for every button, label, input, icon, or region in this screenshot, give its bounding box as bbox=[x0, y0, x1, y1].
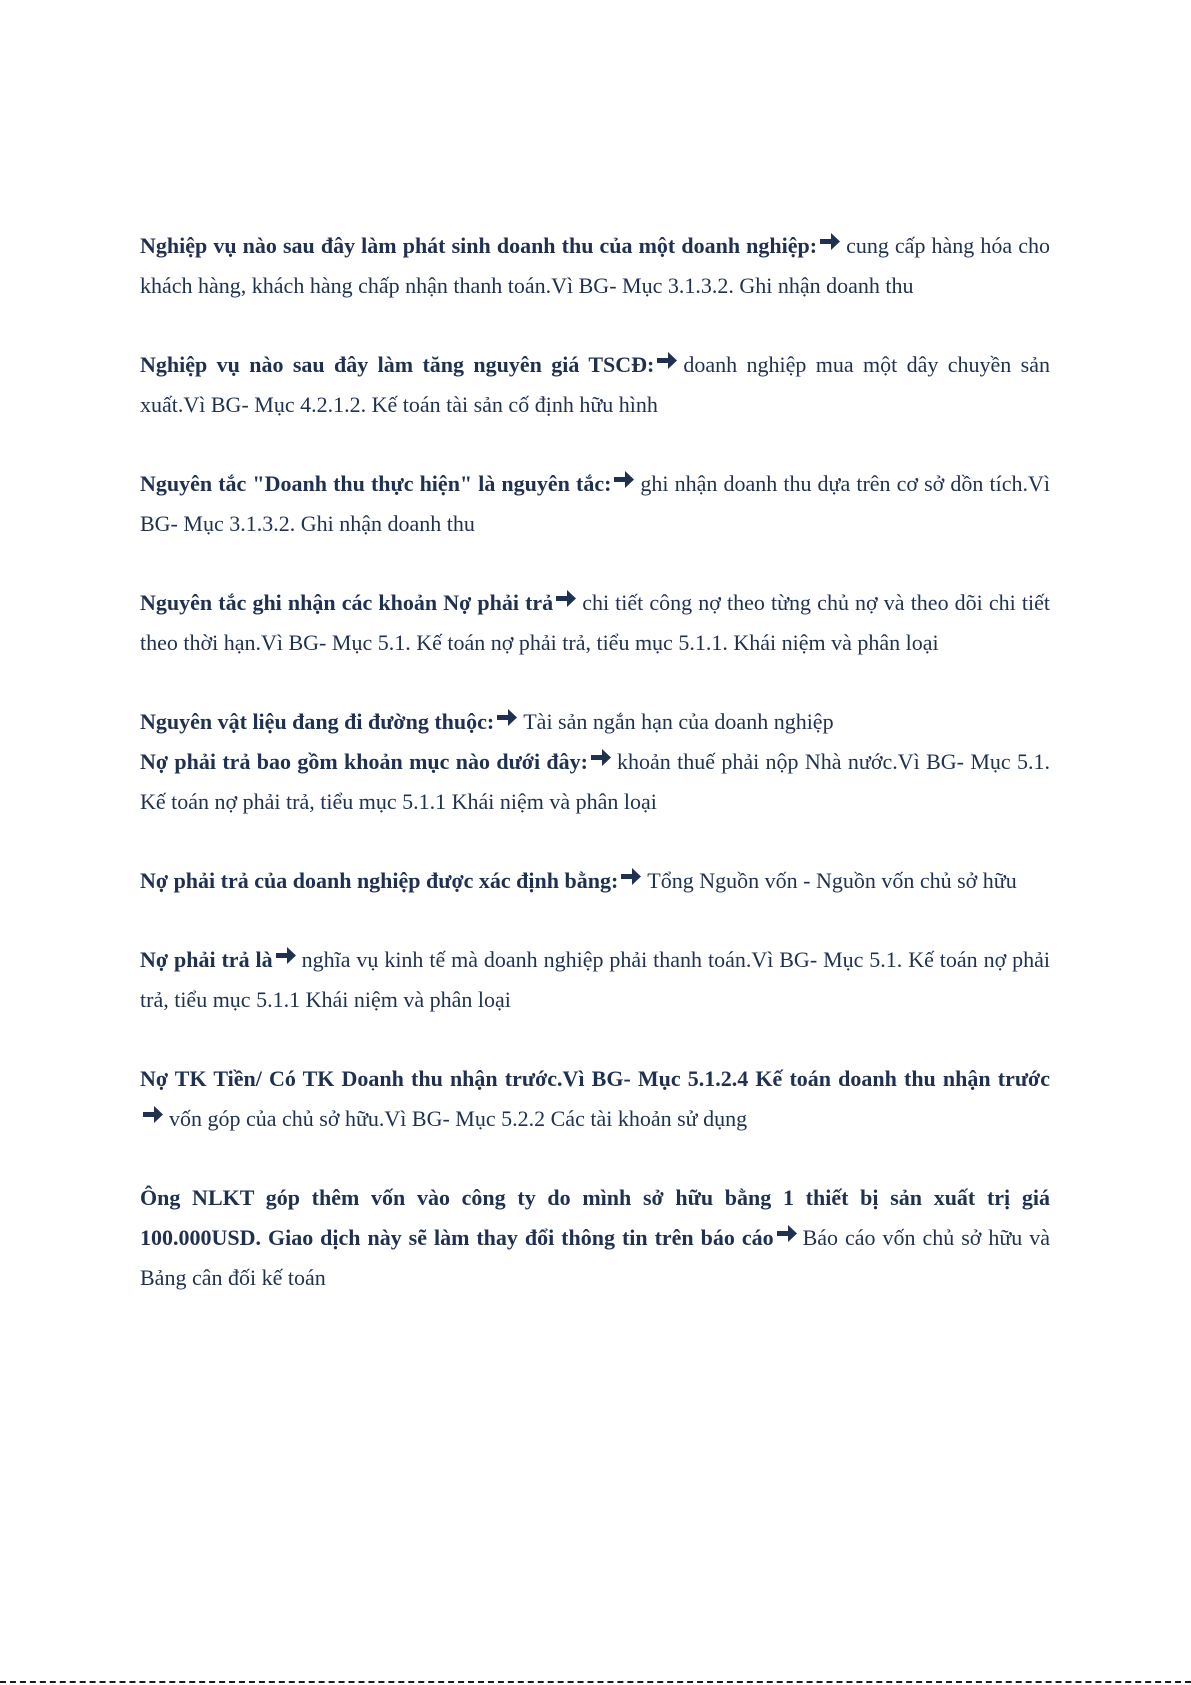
qa-item bbox=[140, 861, 1050, 901]
question-text: Nợ phải trả bao gồm khoản mục nào dưới đây: bbox=[140, 749, 588, 774]
answer-text: Báo cáo vốn chủ sở hữu và Bảng cân đối kế toán bbox=[140, 1225, 1050, 1290]
answer-text: doanh nghiệp mua một dây chuyền sản xuất.Vì BG- Mục 4.2.1.2. Kế toán tài sản cố định hữu hình bbox=[140, 352, 1050, 417]
answer-text: khoản thuế phải nộp Nhà nước.Vì BG- Mục 5.1. Kế toán nợ phải trả, tiểu mục 5.1.1 Khái niệm và phân loại bbox=[140, 749, 1050, 814]
answer-text: nghĩa vụ kinh tế mà doanh nghiệp phải thanh toán.Vì BG- Mục 5.1. Kế toán nợ phải trả, tiểu mục 5.1.1 Khái niệm và phân loại bbox=[140, 947, 1050, 1012]
qa-item bbox=[140, 583, 1050, 663]
qa-item bbox=[140, 1059, 1050, 1139]
question-text: Ông NLKT góp thêm vốn vào công ty do mình sở hữu bằng 1 thiết bị sản xuất trị giá 100.000USD. Giao dịch này sẽ làm thay đổi thông tin trên báo cáo bbox=[140, 1185, 1050, 1250]
right-arrow-icon bbox=[590, 748, 612, 767]
qa-item bbox=[140, 464, 1050, 544]
answer-text: cung cấp hàng hóa cho khách hàng, khách hàng chấp nhận thanh toán.Vì BG- Mục 3.1.3.2. Ghi nhận doanh thu bbox=[140, 233, 1051, 298]
answer-text: vốn góp của chủ sở hữu.Vì BG- Mục 5.2.2 Các tài khoản sử dụng bbox=[169, 1106, 748, 1131]
answer-text: ghi nhận doanh thu dựa trên cơ sở dồn tích.Vì BG- Mục 3.1.3.2. Ghi nhận doanh thu bbox=[140, 471, 1050, 536]
answer-text: chi tiết công nợ theo từng chủ nợ và theo dõi chi tiết theo thời hạn.Vì BG- Mục 5.1. Kế toán nợ phải trả, tiểu mục 5.1.1. Khái niệm và phân loại bbox=[140, 590, 1051, 655]
right-arrow-icon bbox=[656, 351, 678, 370]
question-text: Nghiệp vụ nào sau đây làm tăng nguyên giá TSCĐ: bbox=[140, 352, 655, 377]
right-arrow-icon bbox=[275, 946, 297, 965]
qa-item bbox=[140, 702, 1050, 742]
answer-text: Tài sản ngắn hạn của doanh nghiệp bbox=[523, 709, 834, 734]
right-arrow-icon bbox=[555, 589, 577, 608]
question-text: Nguyên vật liệu đang đi đường thuộc: bbox=[140, 709, 495, 734]
answer-text: Tổng Nguồn vốn - Nguồn vốn chủ sở hữu bbox=[647, 868, 1017, 893]
qa-item bbox=[140, 345, 1050, 425]
right-arrow-icon bbox=[613, 470, 635, 489]
question-text: Nợ phải trả là bbox=[140, 947, 273, 972]
qa-list bbox=[140, 226, 1050, 1337]
question-text: Nợ TK Tiền/ Có TK Doanh thu nhận trước.Vì BG- Mục 5.1.2.4 Kế toán doanh thu nhận trước bbox=[140, 1066, 1050, 1091]
right-arrow-icon bbox=[620, 867, 642, 886]
right-arrow-icon bbox=[819, 232, 841, 251]
right-arrow-icon bbox=[496, 708, 518, 727]
right-arrow-icon bbox=[142, 1105, 164, 1124]
question-text: Nghiệp vụ nào sau đây làm phát sinh doanh thu của một doanh nghiệp: bbox=[140, 233, 818, 258]
qa-item bbox=[140, 940, 1050, 1020]
question-text: Nợ phải trả của doanh nghiệp được xác định bằng: bbox=[140, 868, 619, 893]
right-arrow-icon bbox=[776, 1224, 798, 1243]
page-bottom-divider bbox=[0, 1681, 1191, 1683]
qa-item bbox=[140, 1178, 1050, 1298]
qa-item bbox=[140, 226, 1050, 306]
question-text: Nguyên tắc ghi nhận các khoản Nợ phải trả bbox=[140, 590, 554, 615]
question-text: Nguyên tắc "Doanh thu thực hiện" là nguyên tắc: bbox=[140, 471, 612, 496]
qa-item bbox=[140, 742, 1050, 822]
